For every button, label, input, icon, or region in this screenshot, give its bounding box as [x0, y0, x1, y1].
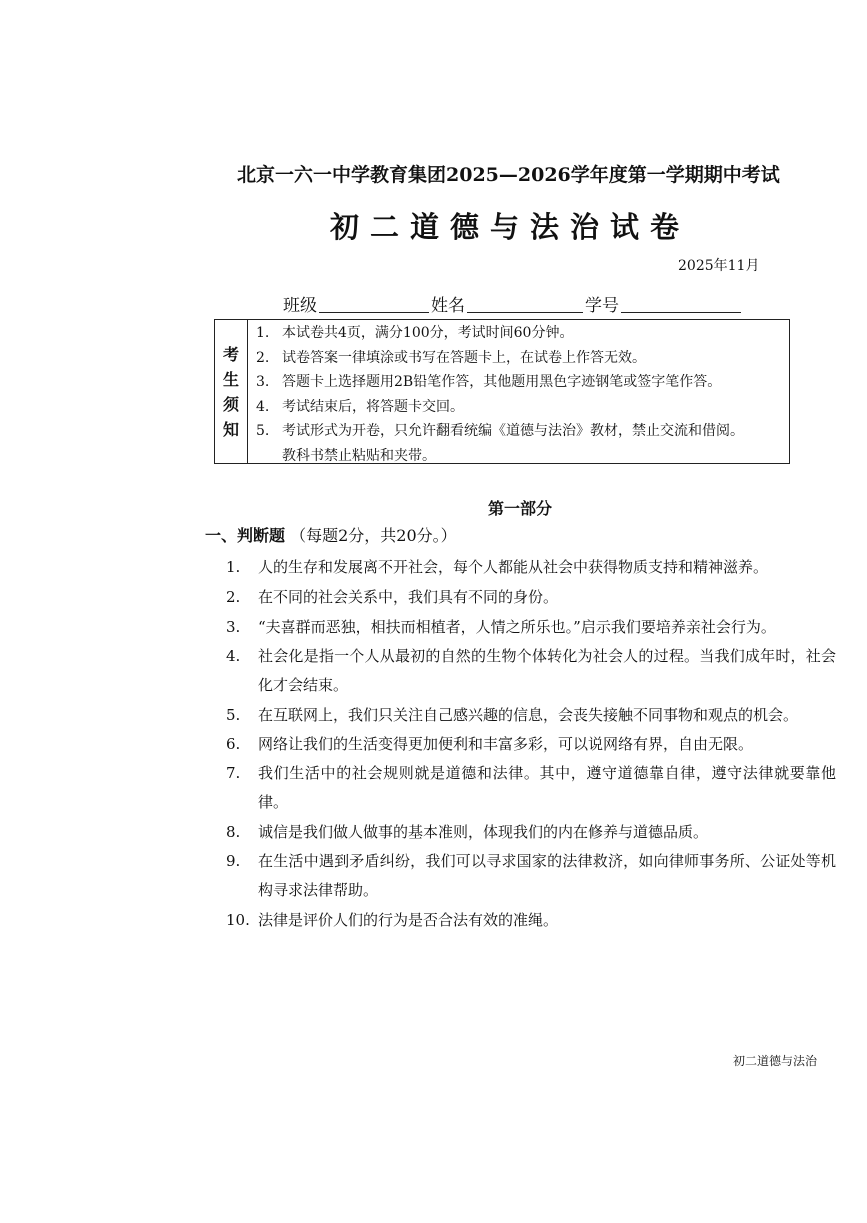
- student-info-line: [283, 292, 743, 316]
- notice-list: [248, 320, 789, 463]
- notice-side-char: 生: [222, 369, 239, 389]
- question-text: 我们生活中的社会规则就是道德和法律。其中，遵守道德靠自律，遵守法律就要靠他律。: [258, 764, 836, 811]
- notice-item-number: 5.: [256, 423, 270, 439]
- notice-item-text: 教科书禁止粘贴和夹带。: [282, 447, 436, 464]
- question-item: [226, 553, 836, 582]
- class-label: 班级: [283, 296, 317, 316]
- notice-side-char: 考: [222, 344, 239, 364]
- name-blank: [467, 294, 583, 313]
- notice-item: [256, 346, 789, 371]
- notice-item-text: 本试卷共4页，满分100分，考试时间60分钟。: [282, 325, 574, 341]
- section-title: 第一部分: [488, 499, 553, 518]
- notice-item-number: 2.: [256, 349, 270, 366]
- question-text: 法律是评价人们的行为是否合法有效的准绳。: [258, 911, 559, 929]
- question-text: 社会化是指一个人从最初的自然的生物个体转化为社会人的过程。当我们成年时，社会化才会结束。: [258, 647, 836, 694]
- notice-item-text: 答题卡上选择题用2B铅笔作答，其他题用黑色字迹钢笔或签字笔作答。: [282, 374, 722, 390]
- candidate-notice-box: [214, 319, 790, 464]
- student-id-blank: [621, 294, 741, 313]
- question-number: 9.: [226, 852, 241, 870]
- page-footer: 初二道德与法治: [733, 1054, 818, 1068]
- question-text: 在不同的社会关系中，我们具有不同的身份。: [258, 588, 559, 606]
- question-text: 网络让我们的生活变得更加便利和丰富多彩，可以说网络有界，自由无限。: [258, 735, 754, 753]
- question-item: [226, 759, 836, 817]
- exam-title: 初二道德与法治试卷: [330, 210, 691, 244]
- question-item: [226, 642, 836, 700]
- notice-item-number: 3.: [256, 374, 270, 390]
- notice-item-text: 考试结束后，将答题卡交回。: [282, 398, 464, 415]
- question-text: 在互联网上，我们只关注自己感兴趣的信息，会丧失接触不同事物和观点的机会。: [258, 706, 799, 724]
- question-text: 人的生存和发展离不开社会，每个人都能从社会中获得物质支持和精神滋养。: [258, 558, 769, 576]
- notice-item: [256, 321, 789, 346]
- notice-item-text: 试卷答案一律填涂或书写在答题卡上，在试卷上作答无效。: [282, 349, 646, 366]
- part-heading-note: （每题2分，共20分。）: [290, 526, 457, 545]
- question-number: 5.: [226, 706, 241, 724]
- question-item: [226, 701, 836, 730]
- question-number: 10.: [226, 911, 250, 929]
- part-heading-title: 一、判断题: [205, 526, 286, 545]
- question-number: 3.: [226, 618, 241, 636]
- class-blank: [319, 294, 429, 313]
- question-item: [226, 613, 836, 642]
- exam-date: 2025年11月: [678, 258, 760, 274]
- name-label: 姓名: [431, 296, 465, 316]
- question-number: 2.: [226, 588, 241, 606]
- notice-side-label: [215, 320, 248, 463]
- part-heading: [205, 523, 457, 546]
- question-text: 在生活中遇到矛盾纠纷，我们可以寻求国家的法律救济，如向律师事务所、公证处等机构寻求法律帮助。: [258, 852, 836, 899]
- question-item: [226, 847, 836, 905]
- notice-item: [256, 395, 789, 420]
- notice-item: [256, 444, 789, 469]
- notice-item-number: [256, 444, 282, 469]
- notice-item: [256, 370, 789, 395]
- question-number: 1.: [226, 558, 241, 576]
- question-number: 6.: [226, 735, 241, 753]
- student-id-label: 学号: [585, 296, 619, 316]
- question-item: [226, 818, 836, 847]
- question-number: 4.: [226, 647, 241, 665]
- notice-side-char: 知: [222, 419, 239, 439]
- notice-item-number: 1.: [256, 325, 270, 341]
- notice-item-text: 考试形式为开卷，只允许翻看统编《道德与法治》教材，禁止交流和借阅。: [282, 423, 744, 439]
- question-text: 诚信是我们做人做事的基本准则，体现我们的内在修养与道德品质。: [258, 823, 709, 841]
- question-item: [226, 730, 836, 759]
- question-number: 8.: [226, 823, 241, 841]
- question-text: “夫喜群而恶独，相扶而相植者，人情之所乐也。”启示我们要培养亲社会行为。: [258, 618, 776, 636]
- notice-item: [256, 419, 789, 444]
- question-item: [226, 906, 836, 935]
- notice-item-number: 4.: [256, 398, 270, 415]
- question-number: 7.: [226, 764, 241, 782]
- notice-side-char: 须: [222, 394, 239, 414]
- question-item: [226, 583, 836, 612]
- school-title: 北京一六一中学教育集团2025—2026学年度第一学期期中考试: [237, 164, 780, 186]
